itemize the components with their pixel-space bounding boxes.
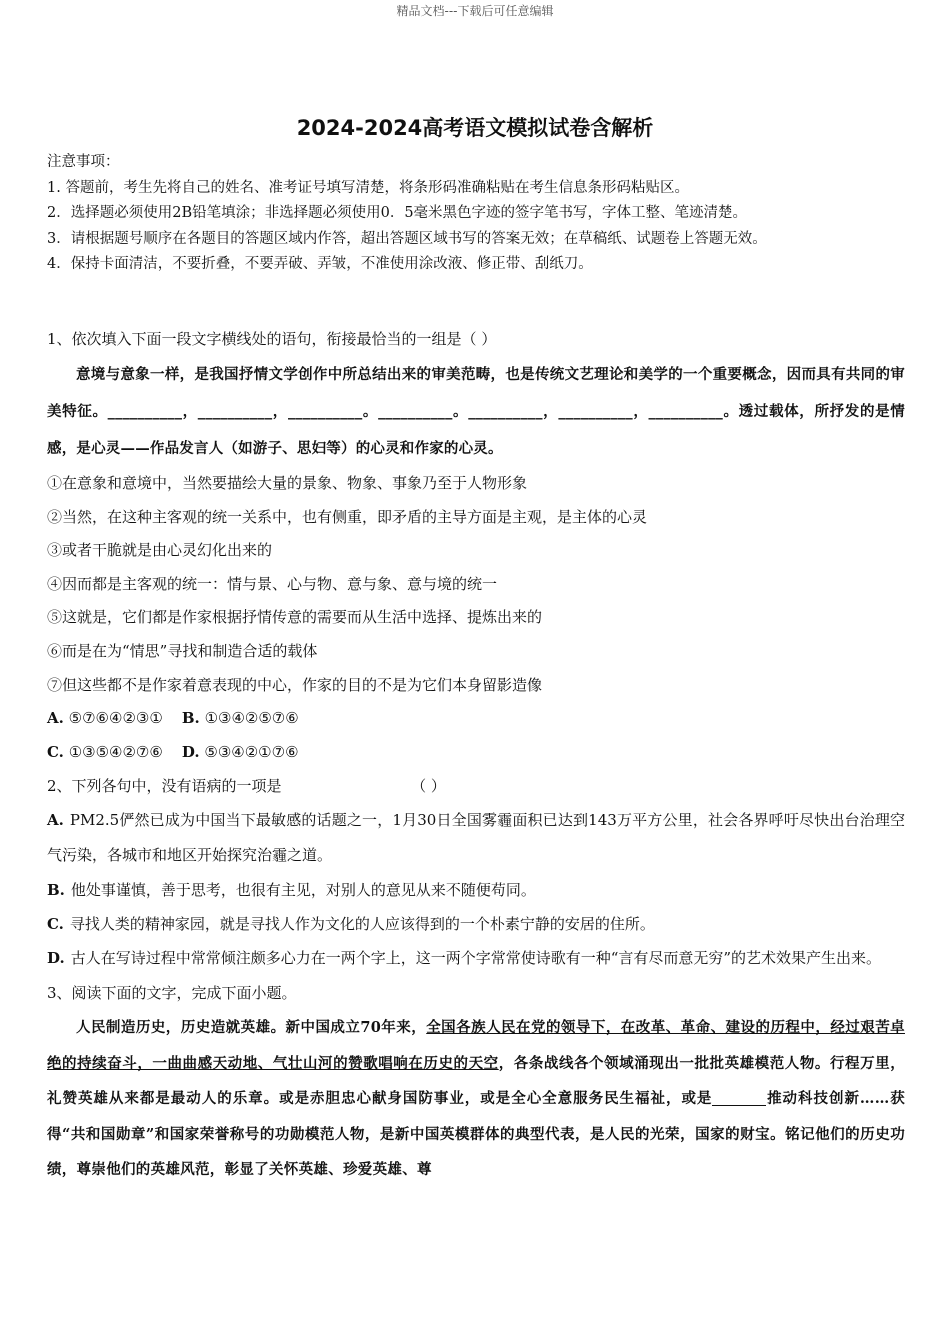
question-1-options-row xyxy=(47,736,905,770)
question-3-passage xyxy=(47,1010,905,1188)
option-d-text: ⑤③④②①⑦⑥ xyxy=(204,742,299,761)
question-1-item: ②当然，在这种主客观的统一关系中，也有侧重，即矛盾的主导方面是主观，是主体的心灵 xyxy=(47,507,648,526)
question-1-item: ⑥而是在为“情思”寻找和制造合适的载体 xyxy=(47,641,318,660)
notice-item: 3．请根据题号顺序在各题目的答题区域内作答，超出答题区域书写的答案无效；在草稿纸、试题卷上答题无效。 xyxy=(47,230,767,247)
question-2-paren: （ ） xyxy=(411,777,446,796)
option-b-label: B. xyxy=(181,709,200,728)
question-2-choice xyxy=(47,873,905,907)
question-1-item: ④因而都是主客观的统一：情与景、心与物、意与象、意与境的统一 xyxy=(47,574,498,593)
question-2-text: 2、下列各句中，没有语病的一项是 xyxy=(47,777,282,796)
choice-label: C. xyxy=(47,915,64,934)
fill-blank xyxy=(712,1091,766,1107)
option-c-label: C. xyxy=(47,742,64,761)
choice-label: D. xyxy=(47,949,65,968)
question-3-stem: 3、阅读下面的文字，完成下面小题。 xyxy=(47,984,297,1003)
choice-text: PM2.5俨然已成为中国当下最敏感的话题之一，1月30日全国雾霾面积已达到143万平方公里，社会各界呼吁尽快出台治理空气污染，各城市和地区开始探究治霾之道。 xyxy=(47,811,905,865)
notice-item: 4．保持卡面清洁，不要折叠，不要弄破、弄皱，不准使用涂改液、修正带、刮纸刀。 xyxy=(47,256,593,272)
option-a-label: A. xyxy=(47,709,64,728)
question-1-options-row xyxy=(47,702,905,736)
question-1-item: ⑤这就是，它们都是作家根据抒情传意的需要而从生活中选择、提炼出来的 xyxy=(47,608,543,627)
passage-underlined: 全国各族人民在党的领导下，在改革、革命、建设的历程中，经过艰苦卓绝的持续奋斗，一曲曲感天动地、气壮山河的赞歌唱响在历史的天空 xyxy=(47,1019,905,1072)
choice-label: B. xyxy=(47,881,65,900)
notice-heading: 注意事项： xyxy=(47,154,120,170)
notice-item: 1. 答题前，考生先将自己的姓名、准考证号填写清楚，将条形码准确粘贴在考生信息条形码粘贴区。 xyxy=(47,179,689,196)
question-1-item: ③或者干脆就是由心灵幻化出来的 xyxy=(47,541,273,560)
question-1-stem: 1、依次填入下面一段文字横线处的语句，衔接最恰当的一组是（ ） xyxy=(47,330,497,348)
question-2-choice xyxy=(47,941,905,976)
option-b-text: ①③④②⑤⑦⑥ xyxy=(204,709,299,728)
choice-label: A. xyxy=(47,811,64,830)
notice-item: 2．选择题必须使用2B铅笔填涂；非选择题必须使用0．5毫米黑色字迹的签字笔书写，字体工整、笔迹清楚。 xyxy=(47,205,748,221)
passage-middle: ，各条战线各个领域涌现出一批批英雄模范人物。行程万里，礼赞英雄从来都是最动人的乐章。或是赤胆忠心献身国防事业，或是全心全意服务民生福祉，或是 xyxy=(47,1054,905,1108)
question-1-item: ①在意象和意境中，当然要描绘大量的景象、物象、事象乃至于人物形象 xyxy=(47,474,528,492)
questions-section xyxy=(47,322,905,1188)
option-c-text: ①③⑤④②⑦⑥ xyxy=(68,742,163,761)
question-1-passage: 意境与意象一样，是我国抒情文学创作中所总结出来的审美范畴，也是传统文艺理论和美学的一个重要概念，因而具有共同的审美特征。__________，__________，__________。__________。__________，__________，__________。透过载体，所抒发的是情感，是心灵——作品发言人（如游子、思妇等）的心灵和作家的心灵。 xyxy=(47,366,905,457)
passage-end: 推动科技创新……获得“共和国勋章”和国家荣誉称号的功勋模范人物，是新中国英模群体的典型代表，是人民的光荣，国家的财宝。铭记他们的历史功绩，尊崇他们的英雄风范，彰显了关怀英雄、珍爱英雄、尊 xyxy=(47,1090,906,1179)
question-1-item: ⑦但这些都不是作家着意表现的中心，作家的目的不是为它们本身留影造像 xyxy=(47,675,543,694)
notice-section xyxy=(47,150,907,278)
option-a-text: ⑤⑦⑥④②③① xyxy=(68,709,163,728)
header-watermark: 精品文档---下载后可任意编辑 xyxy=(396,4,554,18)
page-title: 2024-2024高考语文模拟试卷含解析 xyxy=(296,116,654,140)
question-2-stem xyxy=(47,769,905,803)
question-2-choice xyxy=(47,907,905,941)
question-2-choice xyxy=(47,803,905,873)
choice-text: 寻找人类的精神家园，就是寻找人作为文化的人应该得到的一个朴素宁静的安居的住所。 xyxy=(69,915,655,934)
choice-text: 古人在写诗过程中常常倾注颇多心力在一两个字上，这一两个字常常使诗歌有一种“言有尽而意无穷”的艺术效果产生出来。 xyxy=(70,949,882,968)
passage-start: 人民制造历史，历史造就英雄。新中国成立70年来， xyxy=(76,1019,427,1037)
option-d-label: D. xyxy=(181,742,200,761)
choice-text: 他处事谨慎，善于思考，也很有主见，对别人的意见从来不随便苟同。 xyxy=(70,881,536,900)
